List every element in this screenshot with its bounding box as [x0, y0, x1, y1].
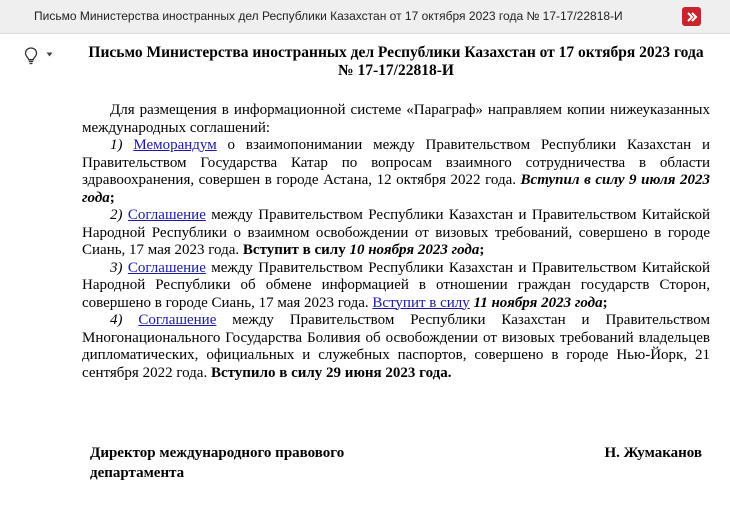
memorandum-link[interactable]: Меморандум: [133, 137, 217, 153]
double-chevron-right-icon: [686, 11, 698, 23]
agreement-link[interactable]: Соглашение: [127, 207, 206, 223]
entry-into-force-link[interactable]: Вступит в силу: [372, 294, 470, 311]
document-body: [82, 44, 710, 382]
lightbulb-icon[interactable]: [24, 47, 38, 65]
list-item: 4) Соглашение между Правительством Республики Казахстан и Правительством Многонационального Государства Боливия об освобождении от визовых требований владельцев дипломатических, официальных и служебных паспортов, совершено в городе Нью-Йорк, 21 сентября 2022 года. Вступило в силу 29 июня 2023 года.: [82, 312, 710, 381]
list-item: 1) Меморандум о взаимопонимании между Правительством Республики Казахстан и Правительством Государства Катар по вопросам взаимного сотрудничества в области здравоохранения, совершен в городе Астана, 12 октября 2022 года. Вступил в силу 9 июля 2023 года;: [82, 137, 711, 206]
agreement-link[interactable]: Соглашение: [138, 312, 217, 328]
signatory-name: Н. Жумаканов: [604, 445, 702, 461]
collapse-panel-button[interactable]: [682, 7, 701, 26]
document-title: Письмо Министерства иностранных дел Республики Казахстан от 17 октября 2023 года № 17-17/22818-И: [88, 44, 704, 79]
intro-paragraph: Для размещения в информационной системе «Параграф» направляем копии нижеуказанных международных соглашений:: [82, 102, 710, 136]
status-text: Вступило в силу 29 июня 2023 года.: [210, 364, 452, 381]
document-header-bar: [0, 0, 730, 34]
signatory-position: Директор международного правового департамента: [90, 445, 345, 481]
dropdown-arrow-icon[interactable]: [46, 51, 53, 58]
list-item: 2) Соглашение между Правительством Республики Казахстан и Правительством Китайской Народной Республики о взаимном освобождении от визовых требований, совершено в городе Сиань, 17 мая 2023 года. Вступит в силу 10 ноября 2023 года;: [82, 207, 710, 258]
agreement-link[interactable]: Соглашение: [127, 259, 206, 276]
status-text: Вступил в силу 9 июля 2023 года: [82, 172, 711, 206]
list-item: 3) Соглашение между Правительством Республики Казахстан и Правительством Китайской Народной Республики об обмене информацией в отношении граждан государств Сторон, совершено в городе Сиань, 17 мая 2023 года. Вступит в силу 11 ноября 2023 года;: [82, 259, 710, 311]
status-text: Вступит в силу: [242, 242, 350, 258]
document-header-title: Письмо Министерства иностранных дел Республики Казахстан от 17 октября 2023 года № 17-17/22818-И: [34, 9, 623, 23]
